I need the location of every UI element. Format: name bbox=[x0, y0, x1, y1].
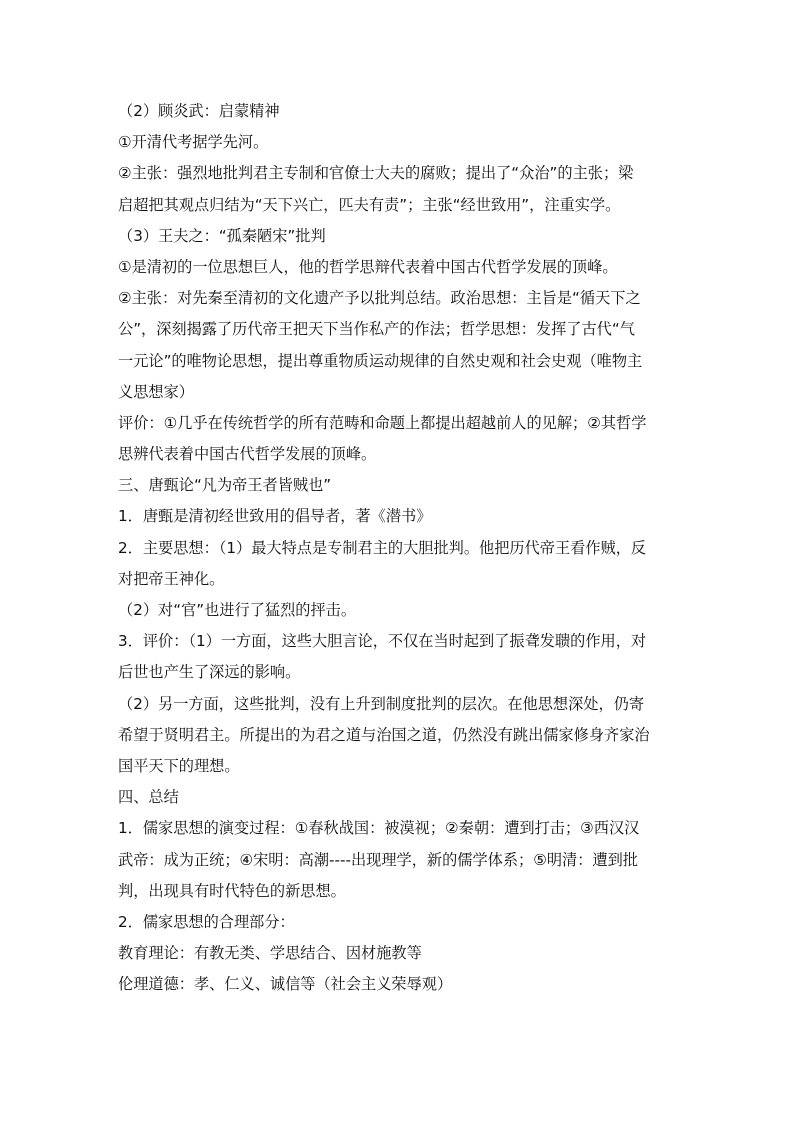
text-line: 思辨代表着中国古代哲学发展的顶峰。 bbox=[118, 445, 377, 464]
text-line: 教育理论：有教无类、学思结合、因材施教等 bbox=[118, 944, 422, 963]
section-heading: 四、总结 bbox=[118, 788, 179, 807]
document-body bbox=[118, 96, 684, 1000]
text-line: （3）王夫之：“孤秦陋宋”批判 bbox=[118, 226, 326, 245]
text-line: 国平天下的理想。 bbox=[118, 756, 240, 775]
text-line: 公”，深刻揭露了历代帝王把天下当作私产的作法；哲学思想：发挥了古代“气 bbox=[118, 320, 635, 339]
text-line: 1．唐甄是清初经世致用的倡导者，著《潜书》 bbox=[118, 507, 432, 526]
text-line: 1．儒家思想的演变过程：①春秋战国：被漠视；②秦朝：遭到打击；③西汉汉 bbox=[118, 819, 640, 838]
text-line: ①开清代考据学先河。 bbox=[118, 133, 269, 152]
text-line: 3．评价：（1）一方面，这些大胆言论，不仅在当时起到了振聋发聩的作用，对 bbox=[118, 632, 647, 651]
text-line: 启超把其观点归结为“天下兴亡，匹夫有责”；主张“经世致用”，注重实学。 bbox=[118, 195, 621, 214]
text-line: 判，出现具有时代特色的新思想。 bbox=[118, 881, 346, 900]
text-line: ②主张：强烈地批判君主专制和官僚士大夫的腐败；提出了“众治”的主张；梁 bbox=[118, 164, 634, 183]
text-line: 武帝：成为正统；④宋明：高潮----出现理学，新的儒学体系；⑤明清：遭到批 bbox=[118, 850, 638, 869]
section-heading: 三、唐甄论“凡为帝王者皆贼也” bbox=[118, 476, 332, 495]
text-line: 2．主要思想：（1）最大特点是专制君主的大胆批判。他把历代帝王看作贼，反 bbox=[118, 538, 647, 557]
text-line: ①是清初的一位思想巨人，他的哲学思辩代表着中国古代哲学发展的顶峰。 bbox=[118, 257, 618, 276]
text-line: 后世也产生了深远的影响。 bbox=[118, 663, 301, 682]
text-line: 评价：①几乎在传统哲学的所有范畴和命题上都提出超越前人的见解；②其哲学 bbox=[118, 413, 647, 432]
text-line: （2）对“官”也进行了猛烈的抨击。 bbox=[118, 601, 357, 619]
text-line: 对把帝王神化。 bbox=[118, 569, 225, 588]
text-line: 一元论”的唯物论思想，提出尊重物质运动规律的自然史观和社会史观（唯物主 bbox=[118, 351, 643, 370]
text-line: 2．儒家思想的合理部分： bbox=[118, 912, 295, 931]
text-line: 希望于贤明君主。所提出的为君之道与治国之道，仍然没有跳出儒家修身齐家治 bbox=[118, 725, 650, 744]
text-line: ②主张：对先秦至清初的文化遗产予以批判总结。政治思想：主旨是“循天下之 bbox=[118, 289, 641, 308]
text-line: （2）顾炎武：启蒙精神 bbox=[118, 102, 280, 120]
text-line: （2）另一方面，这些批判，没有上升到制度批判的层次。在他思想深处，仍寄 bbox=[118, 694, 645, 713]
text-line: 伦理道德：孝、仁义、诚信等（社会主义荣辱观） bbox=[118, 975, 453, 994]
text-line: 义思想家） bbox=[118, 382, 194, 401]
